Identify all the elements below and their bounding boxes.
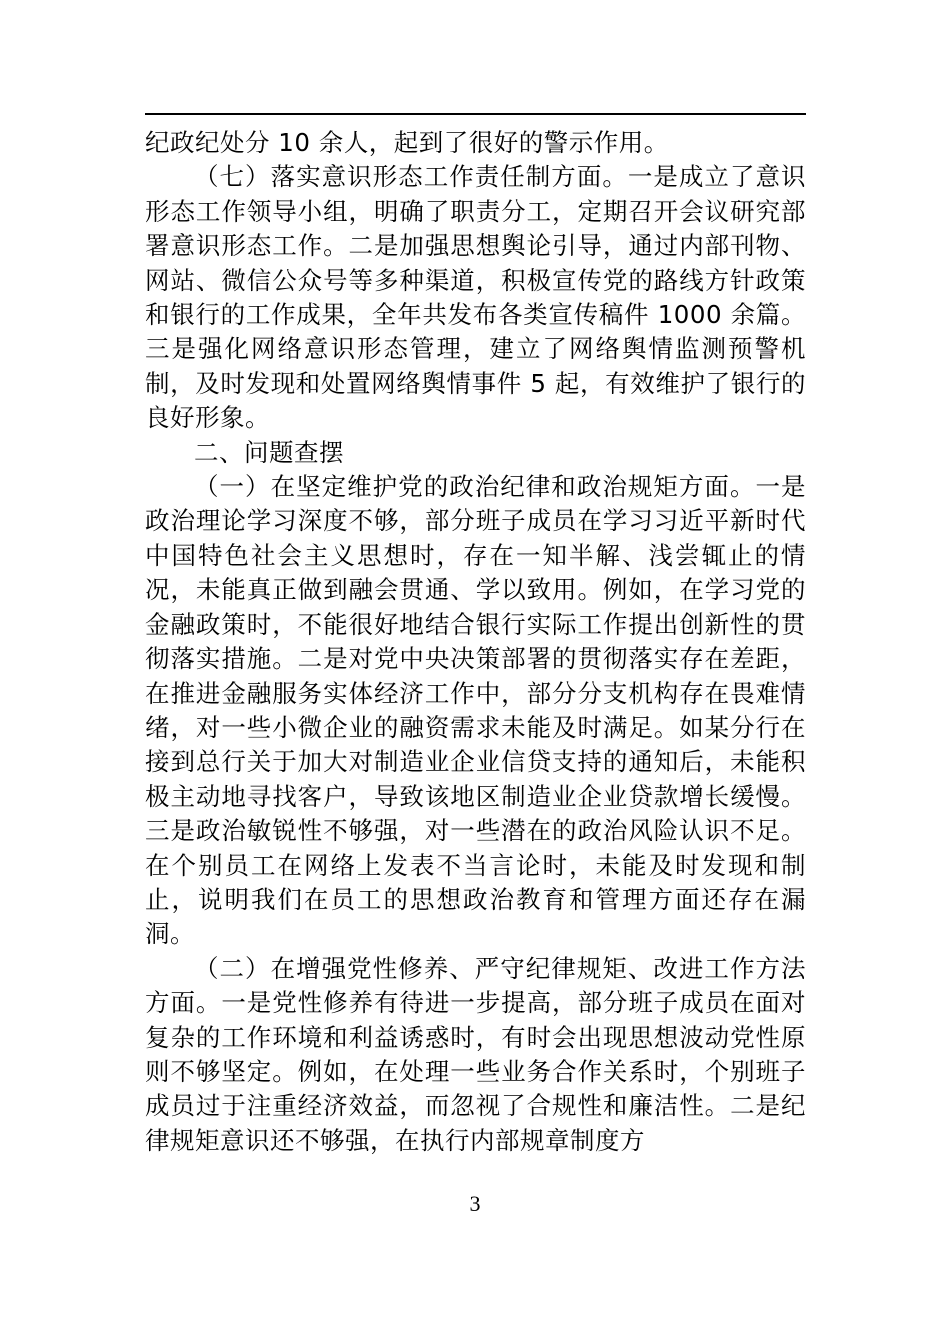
section-heading: 二、问题查摆 xyxy=(194,437,344,467)
paragraph: 纪政纪处分 10 余人，起到了很好的警示作用。 xyxy=(145,128,669,157)
paragraph: （二）在增强党性修养、严守纪律规矩、改进工作方法方面。一是党性修养有待进一步提高，部分班子成员在面对复杂的工作环境和利益诱惑时，有时会出现思想波动党性原则不够坚定。例如，在处理一些业务合作关系时，个别班子成员过于注重经济效益，而忽视了合规性和廉洁性。二是纪律规矩意识还不够强，在执行内部规章制度方 xyxy=(145,953,806,1155)
page-number: 3 xyxy=(469,1191,481,1216)
paragraph: （七）落实意识形态工作责任制方面。一是成立了意识形态工作领导小组，明确了职责分工，定期召开会议研究部署意识形态工作。二是加强思想舆论引导，通过内部刊物、网站、微信公众号等多种渠道，积极宣传党的路线方针政策和银行的工作成果，全年共发布各类宣传稿件 1000 余篇。三是强化网络意识形态管理，建立了网络舆情监测预警机制，及时发现和处置网络舆情事件 5 起，有效维护了银行的良好形象。 xyxy=(145,162,806,433)
body-text xyxy=(145,126,806,1158)
header-rule xyxy=(145,113,806,115)
paragraph: （一）在坚定维护党的政治纪律和政治规矩方面。一是政治理论学习深度不够，部分班子成员在学习习近平新时代中国特色社会主义思想时，存在一知半解、浅尝辄止的情况，未能真正做到融会贯通、学以致用。例如，在学习党的金融政策时，不能很好地结合银行实际工作提出创新性的贯彻落实措施。二是对党中央决策部署的贯彻落实存在差距，在推进金融服务实体经济工作中，部分分支机构存在畏难情绪，对一些小微企业的融资需求未能及时满足。如某分行在接到总行关于加大对制造业企业信贷支持的通知后，未能积极主动地寻找客户，导致该地区制造业企业贷款增长缓慢。三是政治敏锐性不够强，对一些潜在的政治风险认识不足。在个别员工在网络上发表不当言论时，未能及时发现和制止，说明我们在员工的思想政治教育和管理方面还存在漏洞。 xyxy=(145,472,806,949)
